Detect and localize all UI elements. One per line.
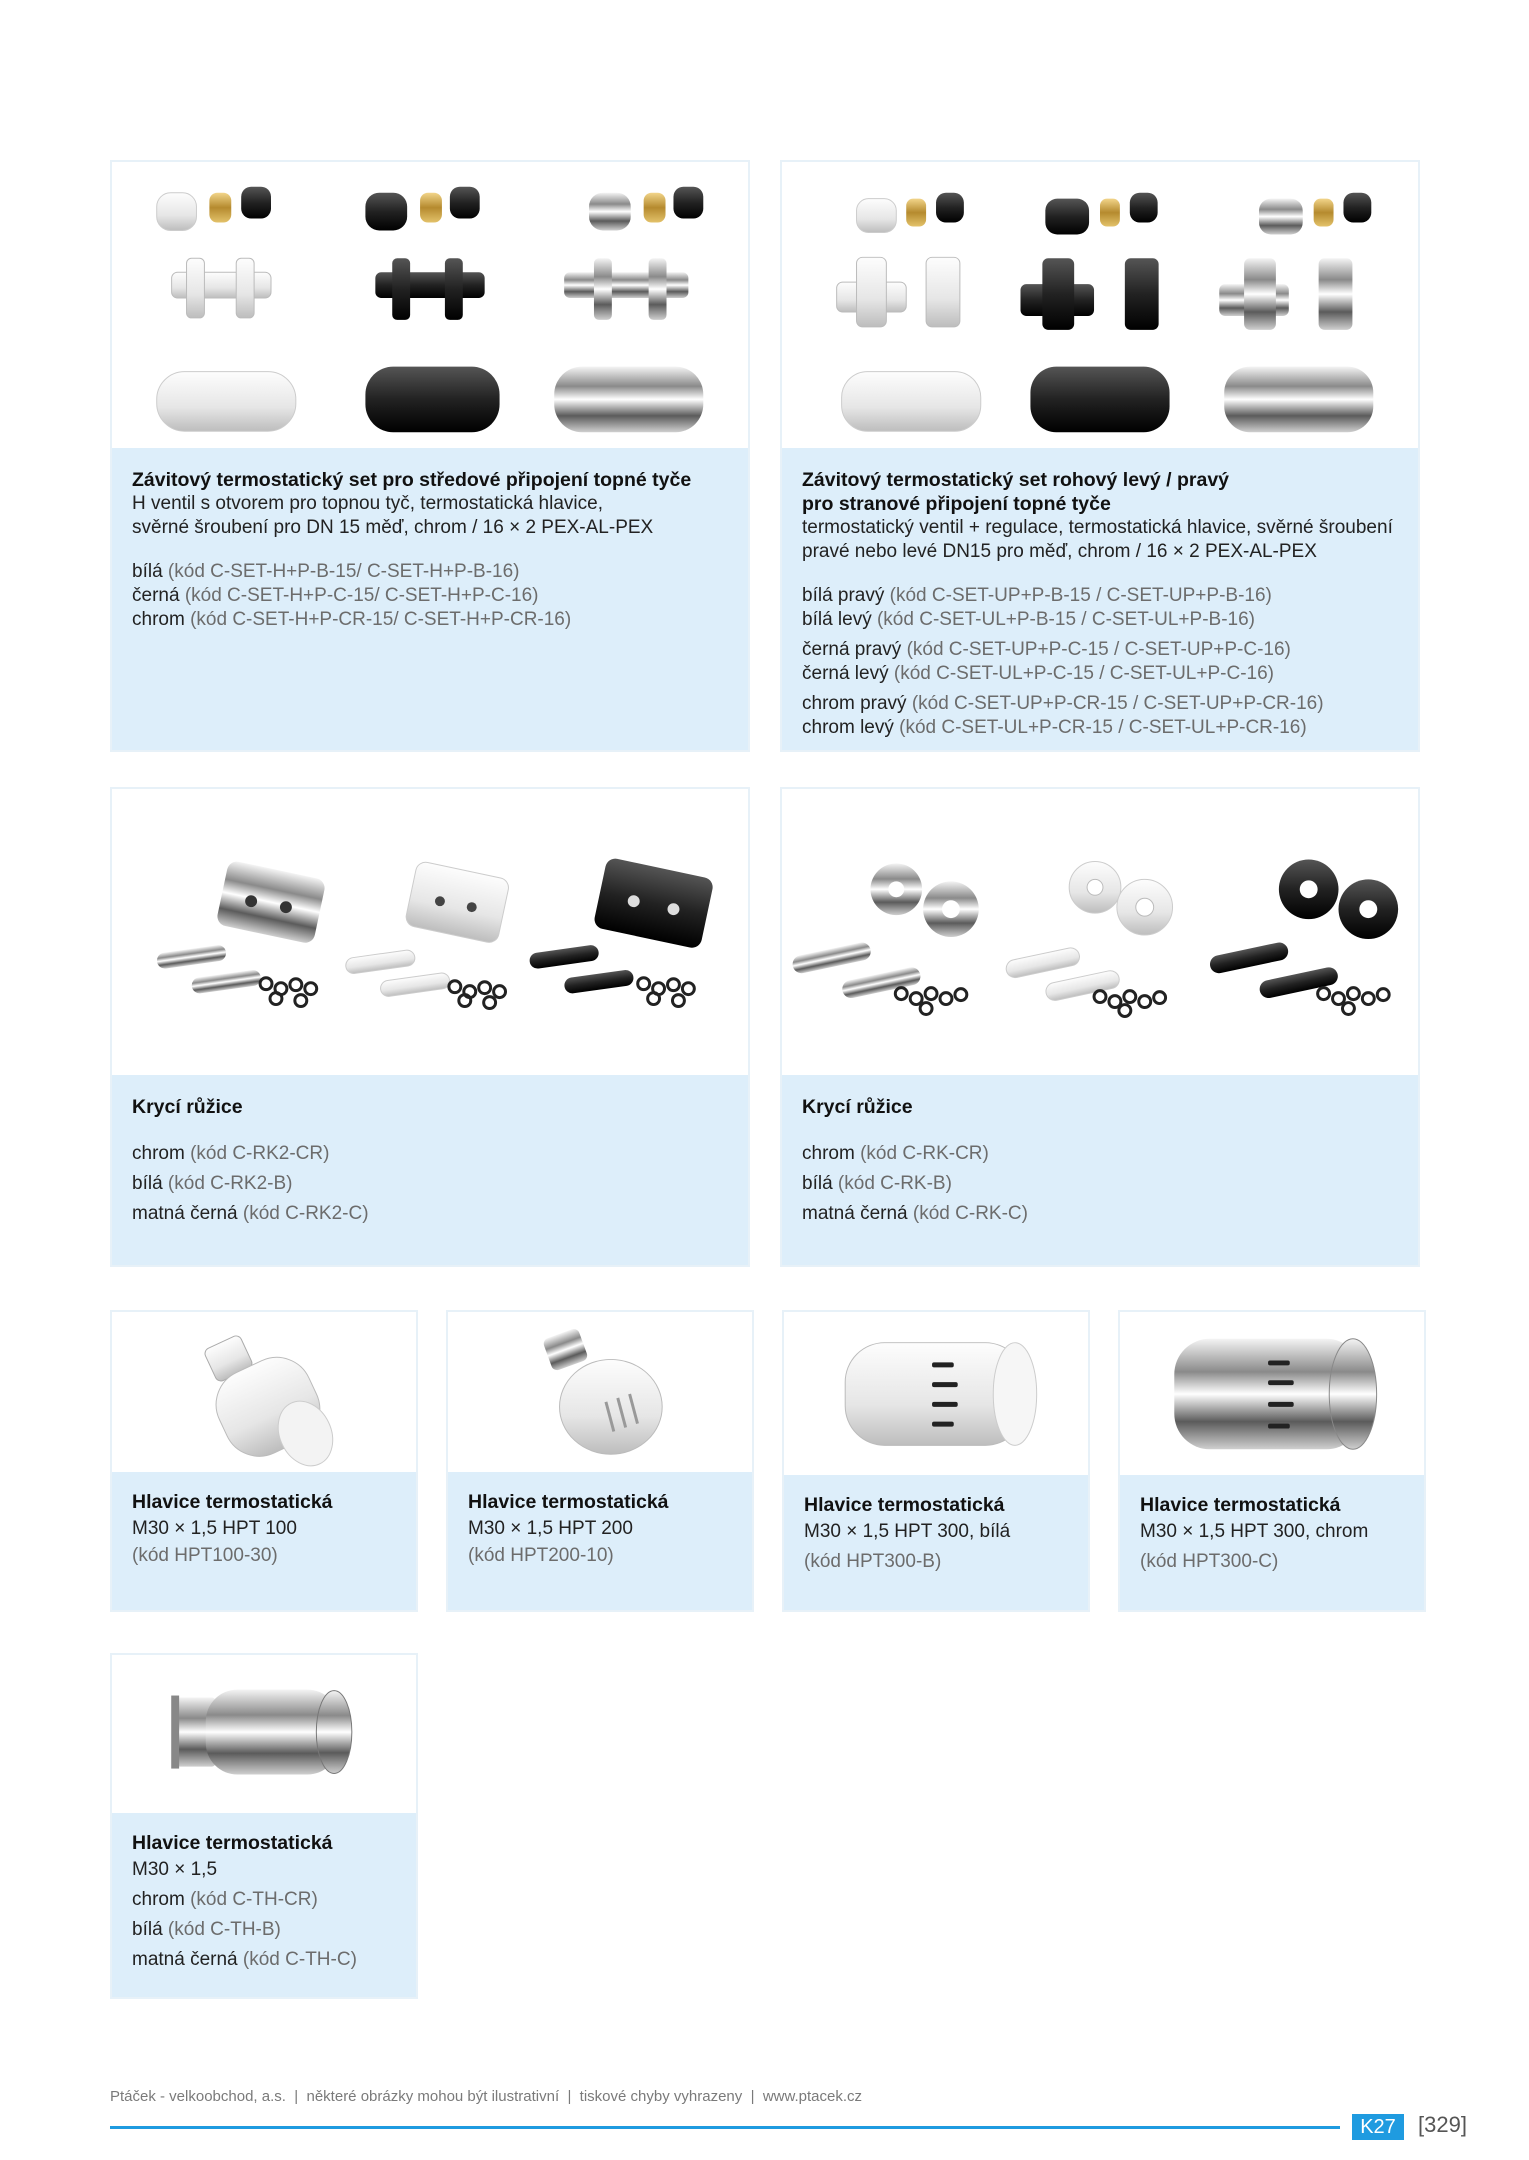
product-info-hpt300-bila bbox=[784, 1475, 1088, 1610]
product-title: Krycí růžice bbox=[132, 1096, 243, 1118]
rosette-single-illustration bbox=[782, 789, 1418, 1079]
variant-label: bílá bbox=[132, 1919, 163, 1940]
variant-label: bílá bbox=[132, 1173, 163, 1194]
product-card-hpt100 bbox=[110, 1310, 418, 1612]
product-card-hpt300-bila bbox=[782, 1310, 1090, 1612]
black-set-icon bbox=[365, 187, 499, 432]
product-card-hpt300-chrom bbox=[1118, 1310, 1426, 1612]
variant-row bbox=[132, 1885, 396, 1915]
variant-code: (kód C-RK2-C) bbox=[242, 1203, 369, 1224]
product-spec: M30 × 1,5 HPT 200 bbox=[468, 1518, 633, 1539]
variant-row bbox=[802, 638, 1398, 662]
product-info-ruzice-rk bbox=[782, 1075, 1418, 1265]
variant-code: (kód C-TH-C) bbox=[242, 1949, 357, 1970]
product-title: Hlavice termostatická bbox=[132, 1491, 333, 1513]
variant-code: (kód C-SET-UL+P-C-15 / C-SET-UL+P-C-16) bbox=[893, 663, 1274, 684]
variant-label: bílá pravý bbox=[802, 585, 885, 606]
product-image-cth bbox=[112, 1655, 416, 1817]
variant-label: chrom bbox=[802, 1143, 855, 1164]
section-badge: K27 bbox=[1352, 2114, 1404, 2140]
product-code: (kód HPT300-C) bbox=[1140, 1551, 1279, 1572]
variant-code: (kód C-TH-B) bbox=[167, 1919, 281, 1940]
variant-code: (kód C-SET-H+P-B-15/ C-SET-H+P-B-16) bbox=[167, 561, 520, 582]
product-title: Hlavice termostatická bbox=[468, 1491, 669, 1513]
variant-code: (kód C-RK-B) bbox=[837, 1173, 952, 1194]
variant-row bbox=[132, 1915, 396, 1945]
variant-row bbox=[132, 584, 728, 608]
variant-code: (kód C-RK-CR) bbox=[860, 1143, 989, 1164]
product-title: Závitový termostatický set pro středové připojení topné tyče bbox=[132, 469, 692, 491]
product-image-set-stredove bbox=[112, 162, 748, 452]
product-card-set-rohovy bbox=[780, 160, 1420, 752]
variant-label: černá levý bbox=[802, 663, 889, 684]
black-corner-set-icon bbox=[1021, 193, 1170, 432]
white-corner-set-icon bbox=[837, 193, 981, 432]
variant-row bbox=[132, 1945, 396, 1975]
footer-divider bbox=[110, 2126, 1340, 2129]
variant-label: chrom bbox=[132, 1889, 185, 1910]
product-title: Krycí růžice bbox=[802, 1096, 913, 1118]
chrome-set-icon bbox=[554, 187, 703, 432]
variant-row bbox=[132, 1199, 728, 1229]
white-rosette-icon bbox=[345, 860, 511, 1008]
variant-row bbox=[132, 560, 728, 584]
variant-label: černá pravý bbox=[802, 639, 902, 660]
variant-row bbox=[132, 1139, 728, 1169]
product-spec: M30 × 1,5 HPT 300, bílá bbox=[804, 1521, 1011, 1542]
variant-row bbox=[802, 1139, 1398, 1169]
product-info-set-rohovy bbox=[782, 448, 1418, 750]
variant-code: (kód C-SET-UP+P-B-15 / C-SET-UP+P-B-16) bbox=[889, 585, 1272, 606]
chrome-corner-set-icon bbox=[1219, 193, 1373, 432]
product-image-hpt300-chrom bbox=[1120, 1312, 1424, 1477]
variant-label: chrom levý bbox=[802, 717, 894, 738]
variant-label: matná černá bbox=[132, 1203, 238, 1224]
variant-label: bílá bbox=[802, 1173, 833, 1194]
product-card-ruzice-rk2 bbox=[110, 787, 750, 1267]
thermostatic-head-hpt200-icon bbox=[448, 1312, 752, 1474]
product-info-cth bbox=[112, 1813, 416, 1997]
product-image-ruzice-rk2 bbox=[112, 789, 748, 1079]
variant-label: matná černá bbox=[802, 1203, 908, 1224]
variant-label: bílá levý bbox=[802, 609, 872, 630]
variant-label: černá bbox=[132, 585, 180, 606]
variant-code: (kód C-TH-CR) bbox=[190, 1889, 318, 1910]
variant-code: (kód C-SET-UL+P-B-15 / C-SET-UL+P-B-16) bbox=[876, 609, 1255, 630]
product-image-ruzice-rk bbox=[782, 789, 1418, 1079]
chrome-round-rosette-icon bbox=[791, 863, 979, 1014]
product-title: Hlavice termostatická bbox=[1140, 1494, 1341, 1516]
rosette-double-illustration bbox=[112, 789, 748, 1079]
variant-label: bílá bbox=[132, 561, 163, 582]
product-info-hpt100 bbox=[112, 1472, 416, 1610]
variant-row bbox=[802, 1169, 1398, 1199]
product-spec: M30 × 1,5 HPT 300, chrom bbox=[1140, 1521, 1369, 1542]
product-title-line-1: Závitový termostatický set rohový levý / pravý bbox=[802, 469, 1230, 491]
black-rosette-icon bbox=[529, 857, 715, 1007]
variant-label: matná černá bbox=[132, 1949, 238, 1970]
footer-text: Ptáček - velkoobchod, a.s. | některé obrázky mohou být ilustrativní | tiskové chyby vyhrazeny | www.ptacek.cz bbox=[110, 2088, 863, 2105]
product-spec: M30 × 1,5 HPT 100 bbox=[132, 1518, 297, 1539]
variant-row bbox=[802, 692, 1398, 716]
valve-set-illustration bbox=[112, 162, 748, 452]
product-info-set-stredove bbox=[112, 448, 748, 750]
variant-label: chrom bbox=[132, 609, 185, 630]
variant-code: (kód C-RK2-B) bbox=[167, 1173, 293, 1194]
product-info-hpt200 bbox=[448, 1472, 752, 1610]
product-title: Hlavice termostatická bbox=[804, 1494, 1005, 1516]
product-code: (kód HPT100-30) bbox=[132, 1545, 278, 1566]
variant-code: (kód C-SET-H+P-C-15/ C-SET-H+P-C-16) bbox=[184, 585, 539, 606]
variant-row bbox=[132, 608, 728, 632]
product-card-ruzice-rk bbox=[780, 787, 1420, 1267]
product-card-hpt200 bbox=[446, 1310, 754, 1612]
product-info-ruzice-rk2 bbox=[112, 1075, 748, 1265]
product-code: (kód HPT200-10) bbox=[468, 1545, 614, 1566]
product-image-hpt100 bbox=[112, 1312, 416, 1474]
thermostatic-head-cth-icon bbox=[112, 1655, 416, 1817]
variant-code: (kód C-SET-UP+P-C-15 / C-SET-UP+P-C-16) bbox=[906, 639, 1291, 660]
product-spec: M30 × 1,5 bbox=[132, 1859, 218, 1880]
chrome-rosette-icon bbox=[156, 860, 326, 1007]
product-image-hpt300-bila bbox=[784, 1312, 1088, 1477]
thermostatic-head-hpt100-icon bbox=[112, 1312, 416, 1474]
variant-row bbox=[802, 662, 1398, 686]
product-title-line-2: pro stranové připojení topné tyče bbox=[802, 493, 1111, 515]
variant-code: (kód C-RK-C) bbox=[912, 1203, 1028, 1224]
thermostatic-head-hpt300-white-icon bbox=[784, 1312, 1088, 1477]
product-card-set-stredove bbox=[110, 160, 750, 752]
variant-label: chrom pravý bbox=[802, 693, 907, 714]
variant-row bbox=[802, 716, 1398, 740]
product-info-hpt300-chrom bbox=[1120, 1475, 1424, 1610]
product-image-hpt200 bbox=[448, 1312, 752, 1474]
product-desc-line-1: H ventil s otvorem pro topnou tyč, termostatická hlavice, bbox=[132, 493, 603, 514]
thermostatic-head-hpt300-chrome-icon bbox=[1120, 1312, 1424, 1477]
variant-code: (kód C-SET-H+P-CR-15/ C-SET-H+P-CR-16) bbox=[190, 609, 572, 630]
variant-code: (kód C-SET-UL+P-CR-15 / C-SET-UL+P-CR-16) bbox=[899, 717, 1307, 738]
variant-code: (kód C-RK2-CR) bbox=[190, 1143, 330, 1164]
product-card-cth bbox=[110, 1653, 418, 1999]
product-desc-line-2: pravé nebo levé DN15 pro měď, chrom / 16 × 2 PEX-AL-PEX bbox=[802, 541, 1317, 562]
page-number: [329] bbox=[1418, 2112, 1467, 2137]
variant-row bbox=[802, 608, 1398, 632]
product-desc-line-1: termostatický ventil + regulace, termostatická hlavice, svěrné šroubení bbox=[802, 517, 1393, 538]
product-image-set-rohovy bbox=[782, 162, 1418, 452]
variant-row bbox=[802, 584, 1398, 608]
variant-label: chrom bbox=[132, 1143, 185, 1164]
product-title: Hlavice termostatická bbox=[132, 1832, 333, 1854]
product-desc-line-2: svěrné šroubení pro DN 15 měď, chrom / 16 × 2 PEX-AL-PEX bbox=[132, 517, 654, 538]
product-code: (kód HPT300-B) bbox=[804, 1551, 942, 1572]
black-round-rosette-icon bbox=[1208, 859, 1398, 1014]
white-round-rosette-icon bbox=[1005, 861, 1173, 1016]
variant-row bbox=[132, 1169, 728, 1199]
variant-code: (kód C-SET-UP+P-CR-15 / C-SET-UP+P-CR-16) bbox=[911, 693, 1324, 714]
variant-row bbox=[802, 1199, 1398, 1229]
corner-valve-set-illustration bbox=[782, 162, 1418, 452]
white-set-icon bbox=[157, 187, 296, 431]
